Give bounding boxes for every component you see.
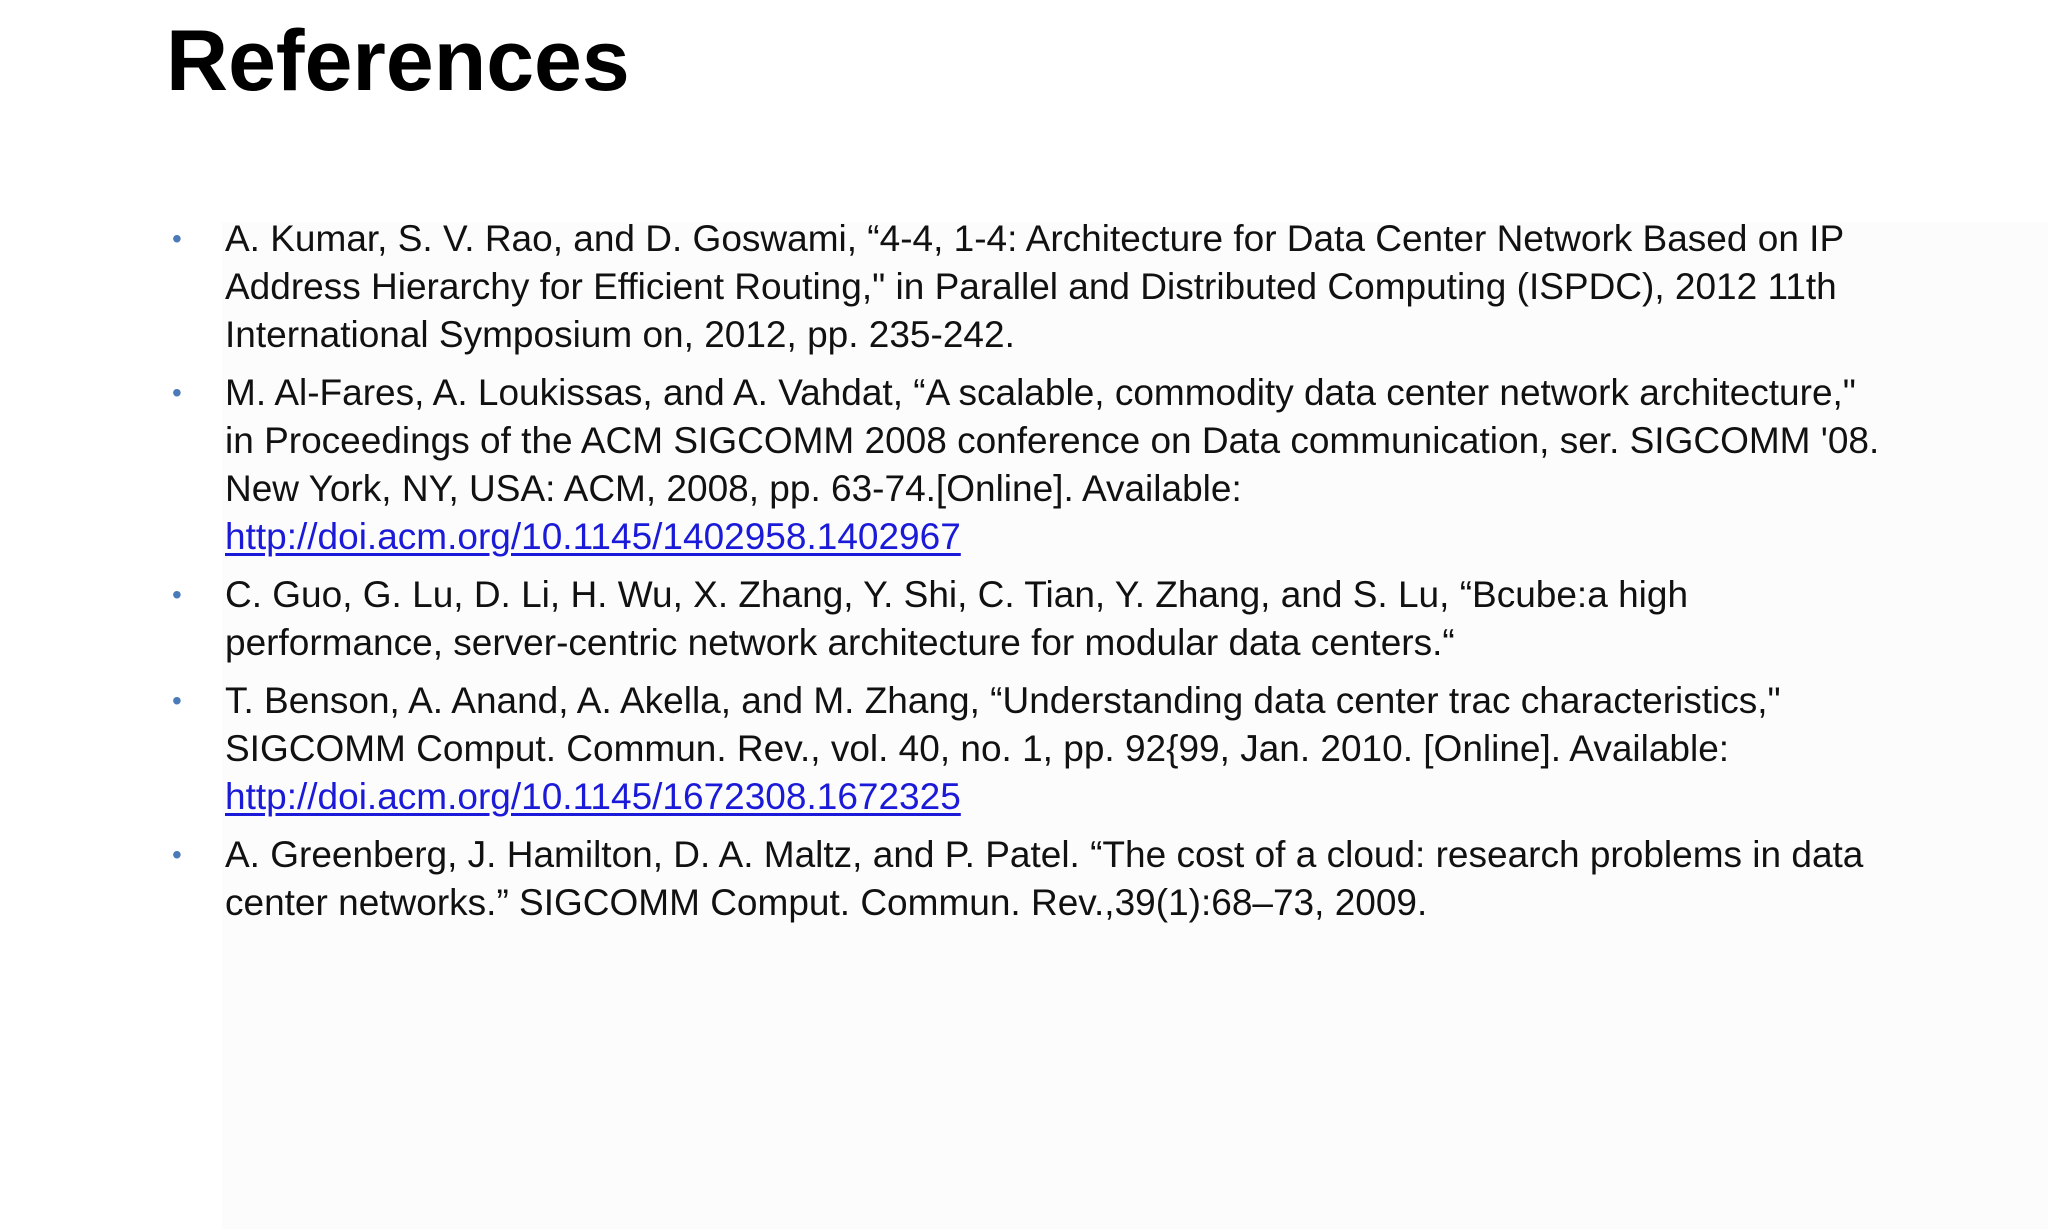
- reference-text: M. Al-Fares, A. Loukissas, and A. Vahdat, “A scalable, commodity data center network architecture," in Proceedings of the ACM SIGCOMM 2008 conference on Data communication, ser. SIGCOMM '08. New York, NY, USA: ACM, 2008, pp. 63-74.[Online]. Available:: [225, 372, 1880, 509]
- reference-item-3: [172, 571, 1892, 667]
- bullet-icon: •: [172, 223, 182, 254]
- bullet-icon: •: [172, 839, 182, 870]
- page-title: References: [166, 13, 630, 109]
- reference-text: A. Kumar, S. V. Rao, and D. Goswami, “4-4, 1-4: Architecture for Data Center Network Based on IP Address Hierarchy for Efficient Routing," in Parallel and Distributed Computing (ISPDC), 2012 11th International Symposium on, 2012, pp. 235-242.: [225, 218, 1844, 355]
- reference-item-5: [172, 831, 1892, 927]
- reference-text: A. Greenberg, J. Hamilton, D. A. Maltz, and P. Patel. “The cost of a cloud: research problems in data center networks.” SIGCOMM Comput. Commun. Rev.,39(1):68–73, 2009.: [225, 834, 1864, 923]
- reference-item-2: [172, 369, 1892, 561]
- reference-link[interactable]: http://doi.acm.org/10.1145/1672308.1672325: [225, 776, 961, 817]
- reference-link[interactable]: http://doi.acm.org/10.1145/1402958.1402967: [225, 516, 961, 557]
- bullet-icon: •: [172, 377, 182, 408]
- bullet-icon: •: [172, 579, 182, 610]
- reference-list: [172, 215, 1892, 937]
- reference-text: C. Guo, G. Lu, D. Li, H. Wu, X. Zhang, Y. Shi, C. Tian, Y. Zhang, and S. Lu, “Bcube:a high performance, server-centric network architecture for modular data centers.“: [225, 574, 1689, 663]
- reference-item-1: [172, 215, 1892, 359]
- bullet-icon: •: [172, 685, 182, 716]
- reference-item-4: [172, 677, 1892, 821]
- reference-text: T. Benson, A. Anand, A. Akella, and M. Zhang, “Understanding data center trac characteristics," SIGCOMM Comput. Commun. Rev., vol. 40, no. 1, pp. 92{99, Jan. 2010. [Online]. Available:: [225, 680, 1781, 769]
